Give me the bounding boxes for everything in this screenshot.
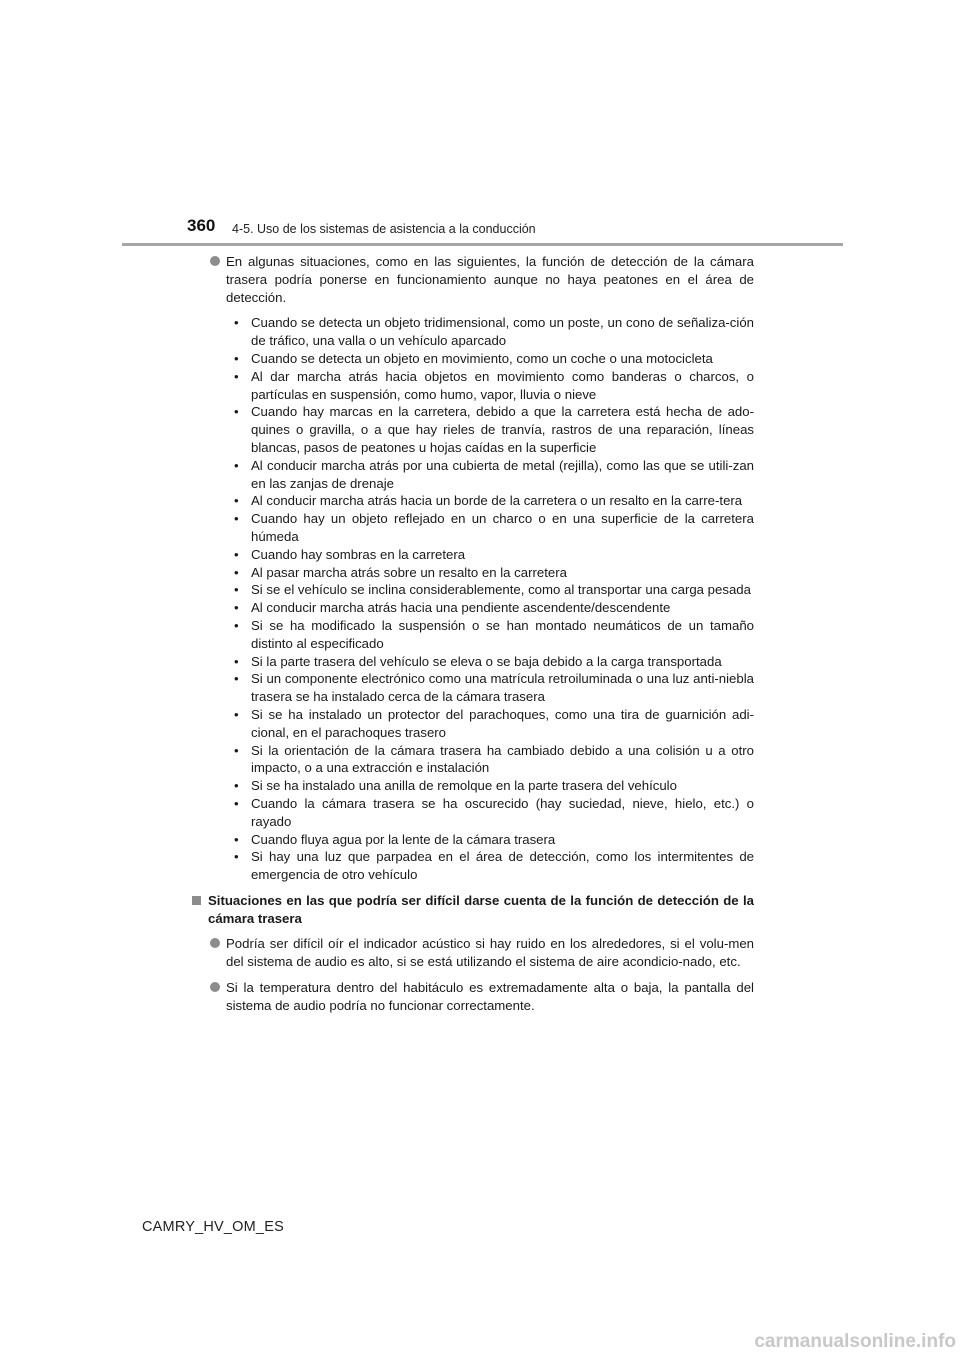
section-title: 4-5. Uso de los sistemas de asistencia a la conducción [232, 222, 536, 236]
final-item-text: Si la temperatura dentro del habitáculo es extremadamente alta o baja, la pantalla del sistema de audio podría no funcionar correctamente. [226, 980, 754, 1013]
bullet-icon: • [234, 368, 239, 384]
bullet-icon: • [234, 582, 239, 598]
list-item-text: Al conducir marcha atrás hacia una pendiente ascendente/descendente [251, 600, 671, 616]
bullet-icon: • [234, 600, 239, 616]
list-item-text: Al conducir marcha atrás hacia un borde de la carretera o un resalto en la carre-tera [251, 493, 743, 509]
list-item [208, 314, 754, 350]
final-item [208, 935, 754, 971]
list-item [208, 581, 754, 599]
list-item [208, 368, 754, 404]
list-item [208, 403, 754, 456]
bullet-icon: • [234, 778, 239, 794]
bullet-icon: • [234, 617, 239, 633]
list-item-text: Si se ha modificado la suspensión o se han montado neumáticos de un tamaño distinto al especificado [251, 617, 754, 651]
list-item-text: Cuando hay un objeto reflejado en un charco o en una superficie de la carretera húmeda [251, 511, 754, 544]
square-bullet-icon [192, 896, 201, 905]
list-item-text: Si la parte trasera del vehículo se eleva o se baja debido a la carga transportada [251, 653, 722, 669]
list-item [208, 546, 754, 564]
bullet-icon: • [234, 653, 239, 669]
list-item-text: Si se el vehículo se inclina considerablemente, como al transportar una carga pesada [251, 582, 751, 598]
list-item-text: Cuando hay marcas en la carretera, debido a que la carretera está hecha de ado-quines o gravilla, o a que hay rieles de tranvía, rastros de una reparación, líneas blancas, pasos de peatones u hojas caídas en la superficie [251, 404, 754, 455]
page-number: 360 [187, 216, 216, 235]
list-item-text: Si se ha instalado un protector del parachoques, como una tira de guarnición adi-cional, en el parachoques trasero [251, 706, 754, 740]
bullet-icon: • [234, 849, 239, 865]
list-item [208, 653, 754, 671]
section-heading-text: Situaciones en las que podría ser difícil darse cuenta de la función de detección de la cámara trasera [208, 892, 754, 926]
list-item [208, 848, 754, 884]
list-item [208, 777, 754, 795]
watermark: carmanualsonline.info [754, 1331, 956, 1352]
list-item [208, 795, 754, 831]
list-item [208, 617, 754, 653]
page-content [208, 253, 754, 1023]
final-item-text: Podría ser difícil oír el indicador acústico si hay ruido en los alrededores, si el volu-men del sistema de audio es alto, si se está utilizando el sistema de aire acondicio-nado, etc. [226, 936, 754, 970]
intro-item [208, 253, 754, 306]
section-heading [190, 892, 754, 928]
bullet-icon: • [234, 404, 239, 420]
list-item-text: Si un componente electrónico como una matrícula retroiluminada o una luz anti-niebla trasera se ha instalado cerca de la cámara trasera [251, 671, 754, 705]
bullet-icon: • [234, 511, 239, 527]
list-item [208, 706, 754, 742]
list-item-text: Cuando se detecta un objeto tridimensional, como un poste, un cono de señaliza-ción de tráfico, una valla o un vehículo aparcado [251, 315, 754, 349]
list-item [208, 742, 754, 778]
list-item-text: Si hay una luz que parpadea en el área de detección, como los intermitentes de emergencia de otro vehículo [251, 849, 754, 883]
list-item-text: Si la orientación de la cámara trasera ha cambiado debido a una colisión u a otro impacto, o a una extracción e instalación [251, 742, 754, 776]
list-item [208, 492, 754, 510]
bullet-icon: • [234, 315, 239, 331]
bullet-icon: • [234, 742, 239, 758]
list-item [208, 670, 754, 706]
manual-code: CAMRY_HV_OM_ES [142, 1219, 284, 1235]
list-item-text: Cuando la cámara trasera se ha oscurecido (hay suciedad, nieve, hielo, etc.) o rayado [251, 795, 754, 829]
circle-bullet-icon [210, 256, 220, 266]
list-item [208, 457, 754, 493]
list-item [208, 350, 754, 368]
list-item [208, 510, 754, 546]
list-item [208, 564, 754, 582]
bullet-icon: • [234, 350, 239, 366]
list-item-text: Cuando se detecta un objeto en movimiento, como un coche o una motocicleta [251, 350, 713, 366]
list-item-text: Al dar marcha atrás hacia objetos en movimiento como banderas o charcos, o partículas en suspensión, como humo, vapor, lluvia o nieve [251, 368, 754, 402]
list-item-text: Cuando fluya agua por la lente de la cámara trasera [251, 831, 556, 847]
final-item [208, 979, 754, 1015]
bullet-icon: • [234, 564, 239, 580]
header-rule [122, 243, 843, 246]
circle-bullet-icon [210, 982, 220, 992]
bullet-icon: • [234, 671, 239, 687]
list-item [208, 599, 754, 617]
bullet-icon: • [234, 831, 239, 847]
list-item [208, 831, 754, 849]
bullet-icon: • [234, 795, 239, 811]
list-item-text: Al pasar marcha atrás sobre un resalto en la carretera [251, 564, 567, 580]
list-item-text: Si se ha instalado una anilla de remolque en la parte trasera del vehículo [251, 778, 677, 794]
bullet-icon: • [234, 546, 239, 562]
bullet-icon: • [234, 706, 239, 722]
situations-list [208, 314, 754, 884]
intro-item-text: En algunas situaciones, como en las siguientes, la función de detección de la cámara trasera podría ponerse en funcionamiento aunque no haya peatones en el área de detección. [226, 254, 754, 305]
bullet-icon: • [234, 493, 239, 509]
circle-bullet-icon [210, 938, 220, 948]
list-item-text: Al conducir marcha atrás por una cubierta de metal (rejilla), como las que se utili-zan en las zanjas de drenaje [251, 457, 754, 491]
bullet-icon: • [234, 457, 239, 473]
list-item-text: Cuando hay sombras en la carretera [251, 546, 466, 562]
